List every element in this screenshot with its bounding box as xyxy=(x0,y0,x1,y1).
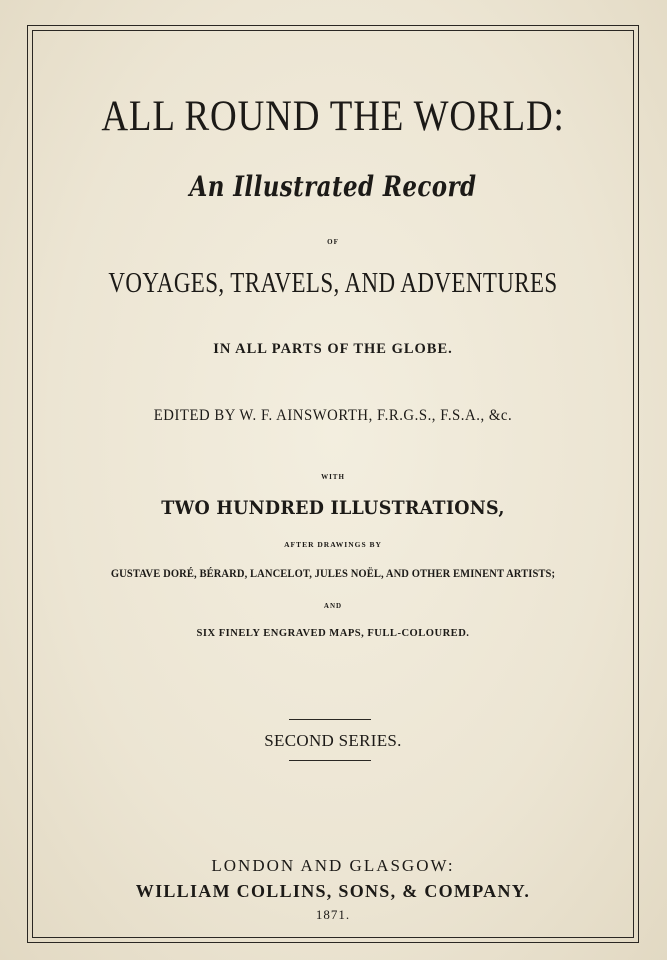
series-rule-top xyxy=(289,719,371,720)
artists-line: GUSTAVE DORÉ, BÉRARD, LANCELOT, JULES NOËL, AND OTHER EMINENT ARTISTS; xyxy=(110,566,556,580)
main-subject: VOYAGES, TRAVELS, AND ADVENTURES xyxy=(108,268,558,299)
after-drawings-connector: AFTER DRAWINGS BY xyxy=(284,540,382,549)
imprint-year: 1871. xyxy=(315,907,351,922)
series-label: SECOND SERIES. xyxy=(264,731,402,750)
inner-border-frame xyxy=(32,30,634,938)
illustrations-line: TWO HUNDRED ILLUSTRATIONS, xyxy=(161,497,505,519)
book-subtitle: An Illustrated Record xyxy=(189,170,477,203)
and-connector: AND xyxy=(323,602,343,610)
series-rule-bottom xyxy=(289,760,371,761)
scope-line: IN ALL PARTS OF THE GLOBE. xyxy=(213,341,453,357)
with-connector: WITH xyxy=(321,473,345,481)
book-title: ALL ROUND THE WORLD: xyxy=(101,93,565,140)
editor-line: EDITED BY W. F. AINSWORTH, F.R.G.S., F.S.A., &c. xyxy=(153,407,513,424)
imprint-place: LONDON AND GLASGOW: xyxy=(211,856,455,875)
maps-line: SIX FINELY ENGRAVED MAPS, FULL-COLOURED. xyxy=(196,627,470,639)
of-connector: OF xyxy=(327,238,339,246)
imprint-publisher: WILLIAM COLLINS, SONS, & COMPANY. xyxy=(135,881,531,901)
